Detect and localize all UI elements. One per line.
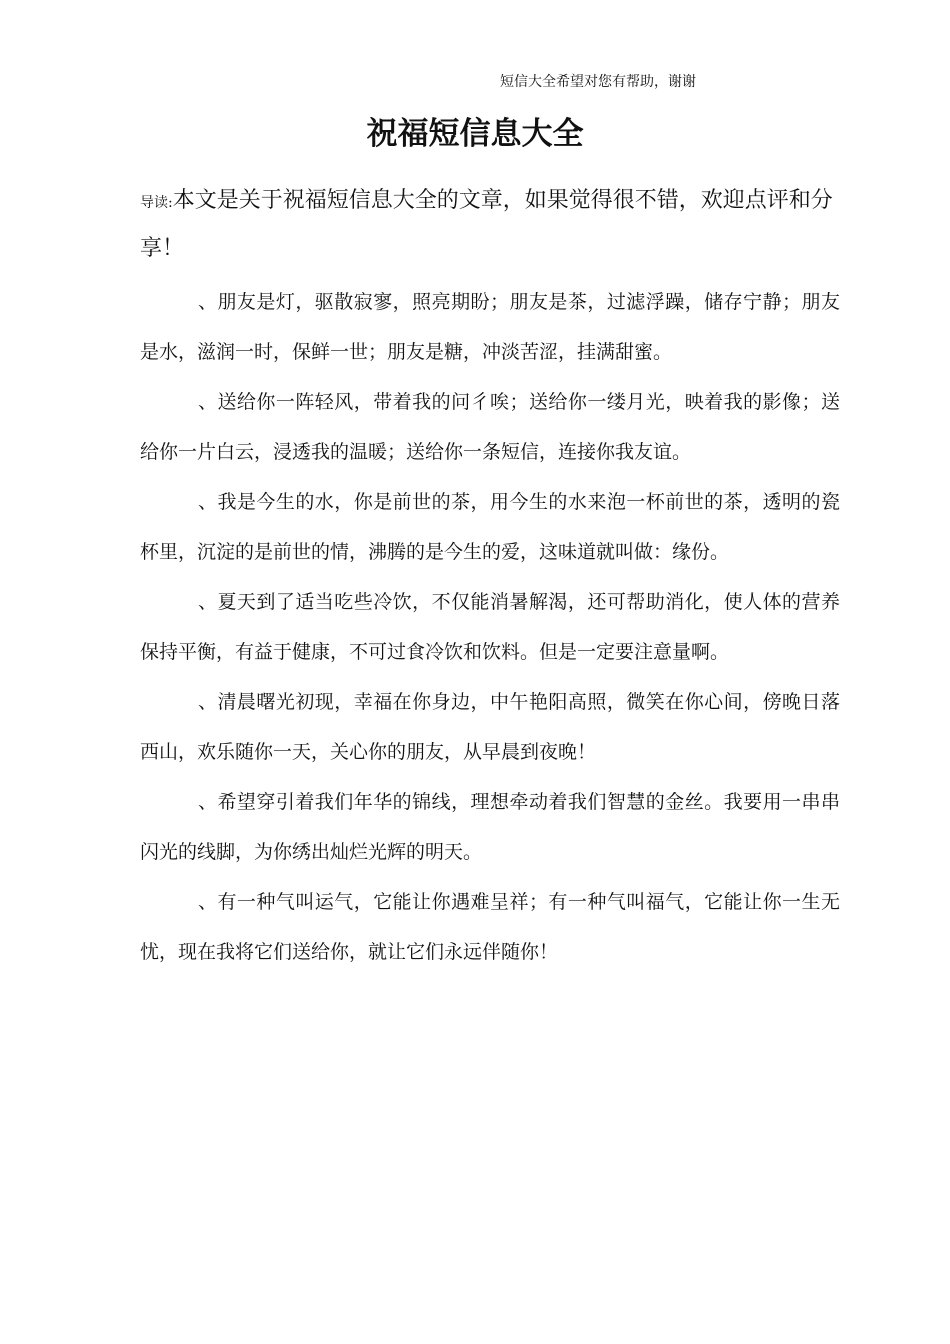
paragraph: 、朋友是灯，驱散寂寥，照亮期盼；朋友是茶，过滤浮躁，储存宁静；朋友是水，滋润一时，保鲜一世；朋友是糖，冲淡苦涩，挂满甜蜜。 (140, 291, 840, 363)
paragraph: 、清晨曙光初现，幸福在你身边，中午艳阳高照，微笑在你心间，傍晚日落西山，欢乐随你一天，关心你的朋友，从早晨到夜晚！ (140, 691, 840, 763)
intro-label: 导读: (140, 195, 173, 211)
document-title: 祝福短信息大全 (366, 116, 584, 152)
paragraph: 、有一种气叫运气，它能让你遇难呈祥；有一种气叫福气，它能让你一生无忧，现在我将它们送给你，就让它们永远伴随你！ (140, 891, 840, 963)
paragraph: 、送给你一阵轻风，带着我的问彳唉；送给你一缕月光，映着我的影像；送给你一片白云，浸透我的温暖；送给你一条短信，连接你我友谊。 (140, 391, 840, 463)
intro-paragraph (140, 178, 840, 272)
paragraph: 、夏天到了适当吃些冷饮，不仅能消暑解渴，还可帮助消化，使人体的营养保持平衡，有益于健康，不可过食冷饮和饮料。但是一定要注意量啊。 (140, 591, 840, 663)
paragraph: 、我是今生的水，你是前世的茶，用今生的水来泡一杯前世的茶，透明的瓷杯里，沉淀的是前世的情，沸腾的是今生的爱，这味道就叫做：缘份。 (140, 491, 840, 563)
paragraph: 、希望穿引着我们年华的锦线，理想牵动着我们智慧的金丝。我要用一串串闪光的线脚，为你绣出灿烂光辉的明天。 (140, 791, 840, 863)
header-note: 短信大全希望对您有帮助，谢谢 (500, 74, 696, 90)
intro-text: 本文是关于祝福短信息大全的文章，如果觉得很不错，欢迎点评和分享！ (140, 188, 833, 261)
document-body (140, 277, 840, 977)
